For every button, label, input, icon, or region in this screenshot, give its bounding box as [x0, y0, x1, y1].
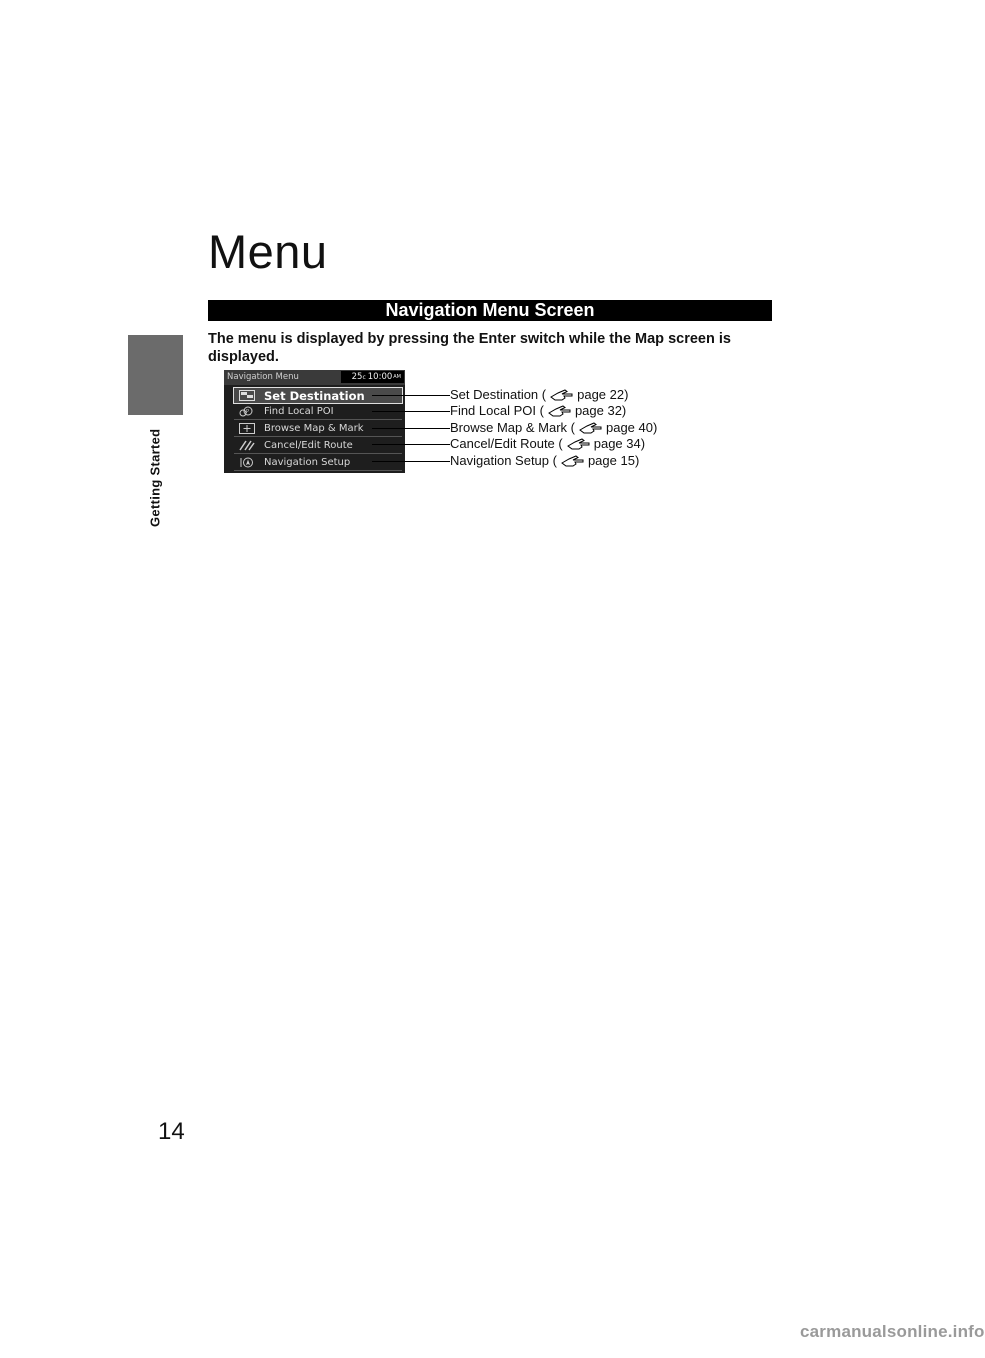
clock-ampm: AM [393, 374, 401, 380]
callout-label: Browse Map & Mark ( [450, 420, 575, 435]
callout-label: Navigation Setup ( [450, 453, 557, 468]
menu-item-label: Set Destination [264, 388, 365, 403]
menu-item-browse-map[interactable] [234, 421, 402, 437]
menu-item-label: Browse Map & Mark [264, 423, 364, 434]
screen-title: Navigation Menu [227, 372, 299, 382]
clock: 10:00 [367, 372, 393, 382]
menu-item-label: Navigation Setup [264, 457, 351, 468]
callout-label: Cancel/Edit Route ( [450, 436, 563, 451]
menu-item-label: Find Local POI [264, 406, 334, 417]
section-heading: Navigation Menu Screen [208, 300, 772, 321]
callout-find-local-poi [450, 403, 626, 418]
leader-line [372, 444, 450, 445]
watermark: carmanualsonline.info [800, 1322, 985, 1341]
callout-ref: page 34) [593, 436, 646, 451]
poi-icon [238, 406, 256, 418]
leader-line [372, 461, 450, 462]
page-title: Menu [208, 225, 328, 278]
temperature: 25 [351, 372, 363, 382]
callout-label: Set Destination ( [450, 387, 547, 402]
callout-ref: page 22) [577, 387, 629, 402]
leader-line [372, 395, 450, 396]
svg-text:P: P [246, 409, 250, 415]
callout-cancel-edit-route [450, 436, 645, 451]
chapter-label: Getting Started [147, 428, 163, 527]
callout-browse-map [450, 420, 657, 435]
navigation-menu-screenshot [224, 370, 405, 473]
pointing-hand-icon [550, 388, 574, 402]
callout-ref: page 32) [574, 403, 627, 418]
callout-label: Find Local POI ( [450, 403, 544, 418]
temperature-unit: c [362, 373, 366, 381]
chapter-tab [128, 335, 183, 415]
page-number: 14 [158, 1118, 185, 1145]
callout-navigation-setup [450, 453, 639, 468]
pointing-hand-icon [579, 421, 603, 435]
navigation-setup-icon [238, 457, 256, 469]
callout-set-destination [450, 387, 628, 402]
pointing-hand-icon [561, 454, 585, 468]
pointing-hand-icon [567, 437, 591, 451]
flag-icon [238, 390, 256, 402]
callout-ref: page 15) [587, 453, 640, 468]
browse-map-icon [238, 423, 256, 435]
screen-status [341, 371, 404, 383]
menu-item-find-local-poi[interactable] [234, 404, 402, 420]
menu-item-navigation-setup[interactable] [234, 455, 402, 471]
leader-line [372, 411, 450, 412]
callout-ref: page 40) [605, 420, 658, 435]
intro-text: The menu is displayed by pressing the Enter switch while the Map screen is displayed. [208, 331, 731, 365]
menu-item-cancel-edit-route[interactable] [234, 438, 402, 454]
route-edit-icon [238, 440, 256, 452]
menu-item-label: Cancel/Edit Route [264, 440, 353, 451]
pointing-hand-icon [548, 404, 572, 418]
leader-line [372, 428, 450, 429]
screen-header [224, 370, 405, 385]
